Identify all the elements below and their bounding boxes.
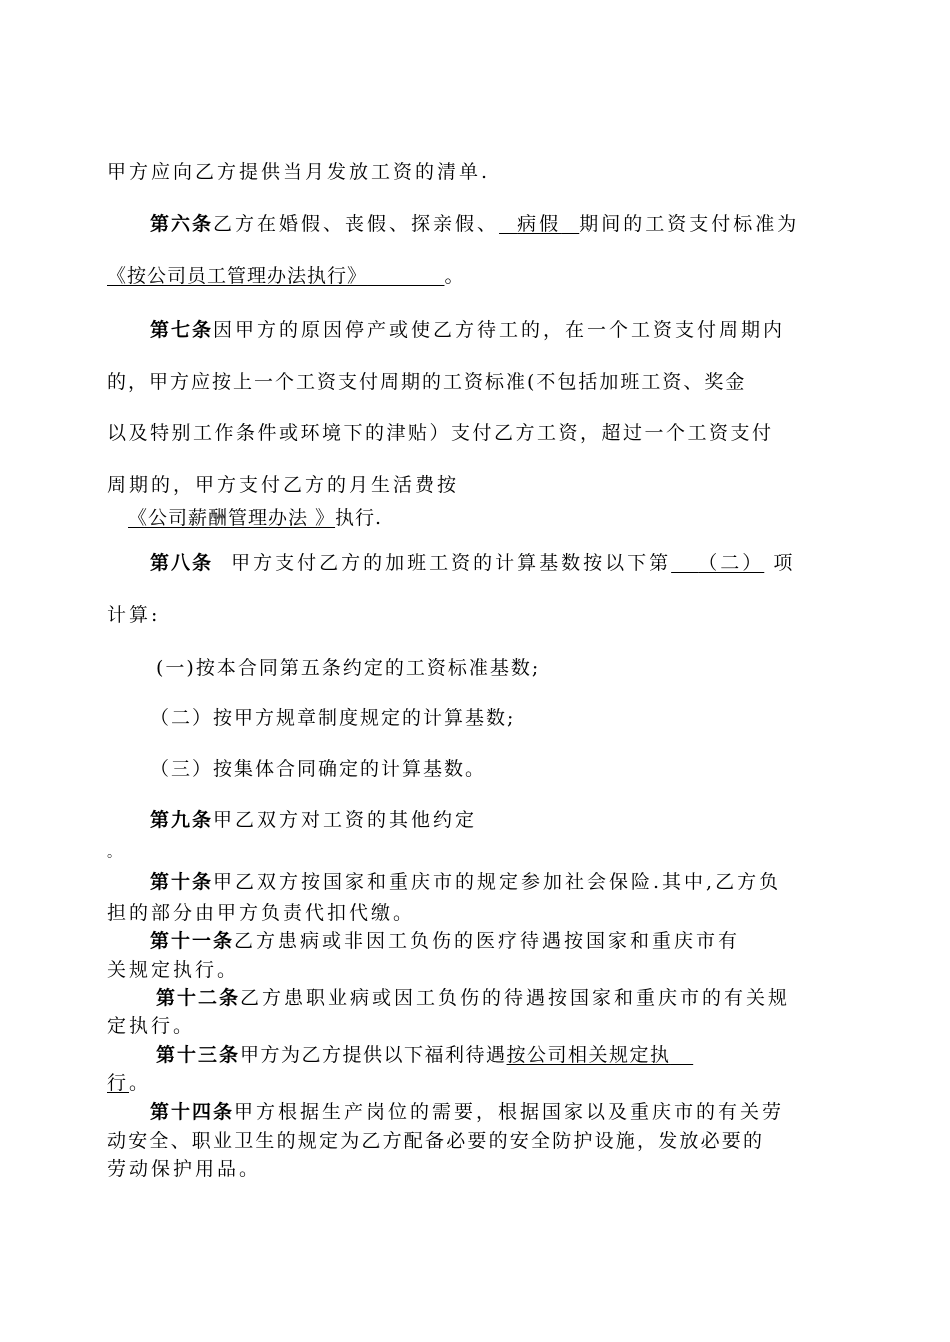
wage-slip-text: 甲方应向乙方提供当月发放工资的清单. bbox=[107, 161, 491, 183]
article-6-blank-standard bbox=[107, 265, 444, 287]
article-7-line-3 bbox=[107, 421, 774, 445]
article-14-text-3: 劳动保护用品。 bbox=[107, 1158, 262, 1180]
article-6-blank-standard-value: 《按公司员工管理办法执行》 bbox=[107, 265, 368, 287]
article-6-heading: 第六条 bbox=[150, 213, 214, 235]
article-12-line-2 bbox=[107, 1014, 195, 1038]
article-9-line-1 bbox=[150, 808, 477, 832]
article-9-text: 甲乙双方对工资的其他约定 bbox=[213, 809, 478, 831]
article-13-end: 。 bbox=[129, 1072, 152, 1094]
article-9-trailing: 。 bbox=[107, 845, 124, 861]
article-13-text: 甲方为乙方提供以下福利待遇 bbox=[240, 1044, 507, 1066]
article-7-text-2: 的，甲方应按上一个工资支付周期的工资标准(不包括加班工资、奖金 bbox=[107, 371, 747, 393]
article-14-text-1: 甲方根据生产岗位的需要，根据国家以及重庆市的有关劳 bbox=[234, 1101, 785, 1123]
article-10-line-1 bbox=[150, 870, 781, 894]
article-11-text-2: 关规定执行。 bbox=[107, 959, 240, 981]
article-10-heading: 第十条 bbox=[150, 871, 214, 893]
article-8-option-1 bbox=[156, 656, 540, 680]
article-8-text-b: 项 bbox=[773, 552, 796, 574]
article-7-text-1: 因甲方的原因停产或使乙方待工的，在一个工资支付周期内 bbox=[213, 319, 786, 341]
article-6-end: 。 bbox=[444, 265, 465, 287]
article-7-blank-rule: 《公司薪酬管理办法 》 bbox=[128, 507, 336, 529]
article-14-line-3 bbox=[107, 1157, 261, 1181]
article-7-end: 执行. bbox=[335, 507, 383, 529]
article-6-line-2 bbox=[107, 264, 464, 288]
article-8-option-3-text: （三）按集体合同确定的计算基数。 bbox=[150, 758, 487, 780]
article-8-text-2: 计算: bbox=[107, 604, 161, 626]
article-13-heading: 第十三条 bbox=[156, 1044, 241, 1066]
article-8-line-1 bbox=[150, 551, 795, 575]
article-13-blank-a bbox=[507, 1044, 694, 1066]
article-10-text-2: 担的部分由甲方负责代扣代缴。 bbox=[107, 902, 416, 924]
article-6-text-b: 期间的工资支付标准为 bbox=[579, 213, 800, 235]
article-11-line-1 bbox=[150, 929, 740, 953]
article-6-blank-leave-value: 病假 bbox=[517, 213, 562, 235]
article-8-heading: 第八条 bbox=[150, 552, 214, 574]
article-8-text-a: 甲方支付乙方的加班工资的计算基数按以下第 bbox=[231, 552, 672, 574]
article-12-text-2: 定执行。 bbox=[107, 1015, 196, 1037]
article-7-line-4 bbox=[107, 473, 459, 497]
article-6-line-1 bbox=[150, 212, 799, 236]
article-14-line-2 bbox=[107, 1129, 764, 1153]
article-8-line-2 bbox=[107, 603, 160, 627]
article-8-option-1-text: (一)按本合同第五条约定的工资标准基数; bbox=[156, 657, 541, 679]
article-11-heading: 第十一条 bbox=[150, 930, 235, 952]
article-11-text-1: 乙方患病或非因工负伤的医疗待遇按国家和重庆市有 bbox=[234, 930, 741, 952]
article-9-line-2 bbox=[107, 841, 124, 865]
article-7-line-1 bbox=[150, 318, 785, 342]
article-14-heading: 第十四条 bbox=[150, 1101, 235, 1123]
article-9-heading: 第九条 bbox=[150, 809, 214, 831]
article-6-text-a: 乙方在婚假、丧假、探亲假、 bbox=[213, 213, 500, 235]
article-7-heading: 第七条 bbox=[150, 319, 214, 341]
article-6-blank-leave bbox=[499, 213, 579, 235]
article-12-text-1: 乙方患职业病或因工负伤的待遇按国家和重庆市的有关规 bbox=[240, 987, 791, 1009]
article-8-option-2 bbox=[150, 706, 515, 730]
article-12-heading: 第十二条 bbox=[156, 987, 241, 1009]
article-7-line-2 bbox=[107, 370, 746, 394]
article-13-blank-b: 行 bbox=[107, 1072, 130, 1094]
article-7-text-4: 周期的，甲方支付乙方的月生活费按 bbox=[107, 474, 460, 496]
article-8-option-2-text: （二）按甲方规章制度规定的计算基数; bbox=[150, 707, 516, 729]
article-14-text-2: 动安全、职业卫生的规定为乙方配备必要的安全防护设施，发放必要的 bbox=[107, 1130, 765, 1152]
article-14-line-1 bbox=[150, 1100, 784, 1124]
article-13-line-1 bbox=[156, 1043, 693, 1067]
article-13-blank-a-value: 按公司相关规定执 bbox=[506, 1044, 671, 1066]
article-7-line-5 bbox=[128, 506, 382, 530]
wage-slip-line bbox=[107, 160, 490, 184]
article-10-text-1: 甲乙双方按国家和重庆市的规定参加社会保险.其中,乙方负 bbox=[213, 871, 782, 893]
article-8-option-3 bbox=[150, 757, 486, 781]
article-7-text-3: 以及特别工作条件或环境下的津贴）支付乙方工资，超过一个工资支付 bbox=[107, 422, 774, 444]
article-8-blank-item-value: （二） bbox=[698, 552, 765, 574]
article-8-blank-item bbox=[671, 552, 764, 574]
article-10-line-2 bbox=[107, 901, 415, 925]
article-12-line-1 bbox=[156, 986, 790, 1010]
article-13-line-2 bbox=[107, 1071, 151, 1095]
article-11-line-2 bbox=[107, 958, 239, 982]
